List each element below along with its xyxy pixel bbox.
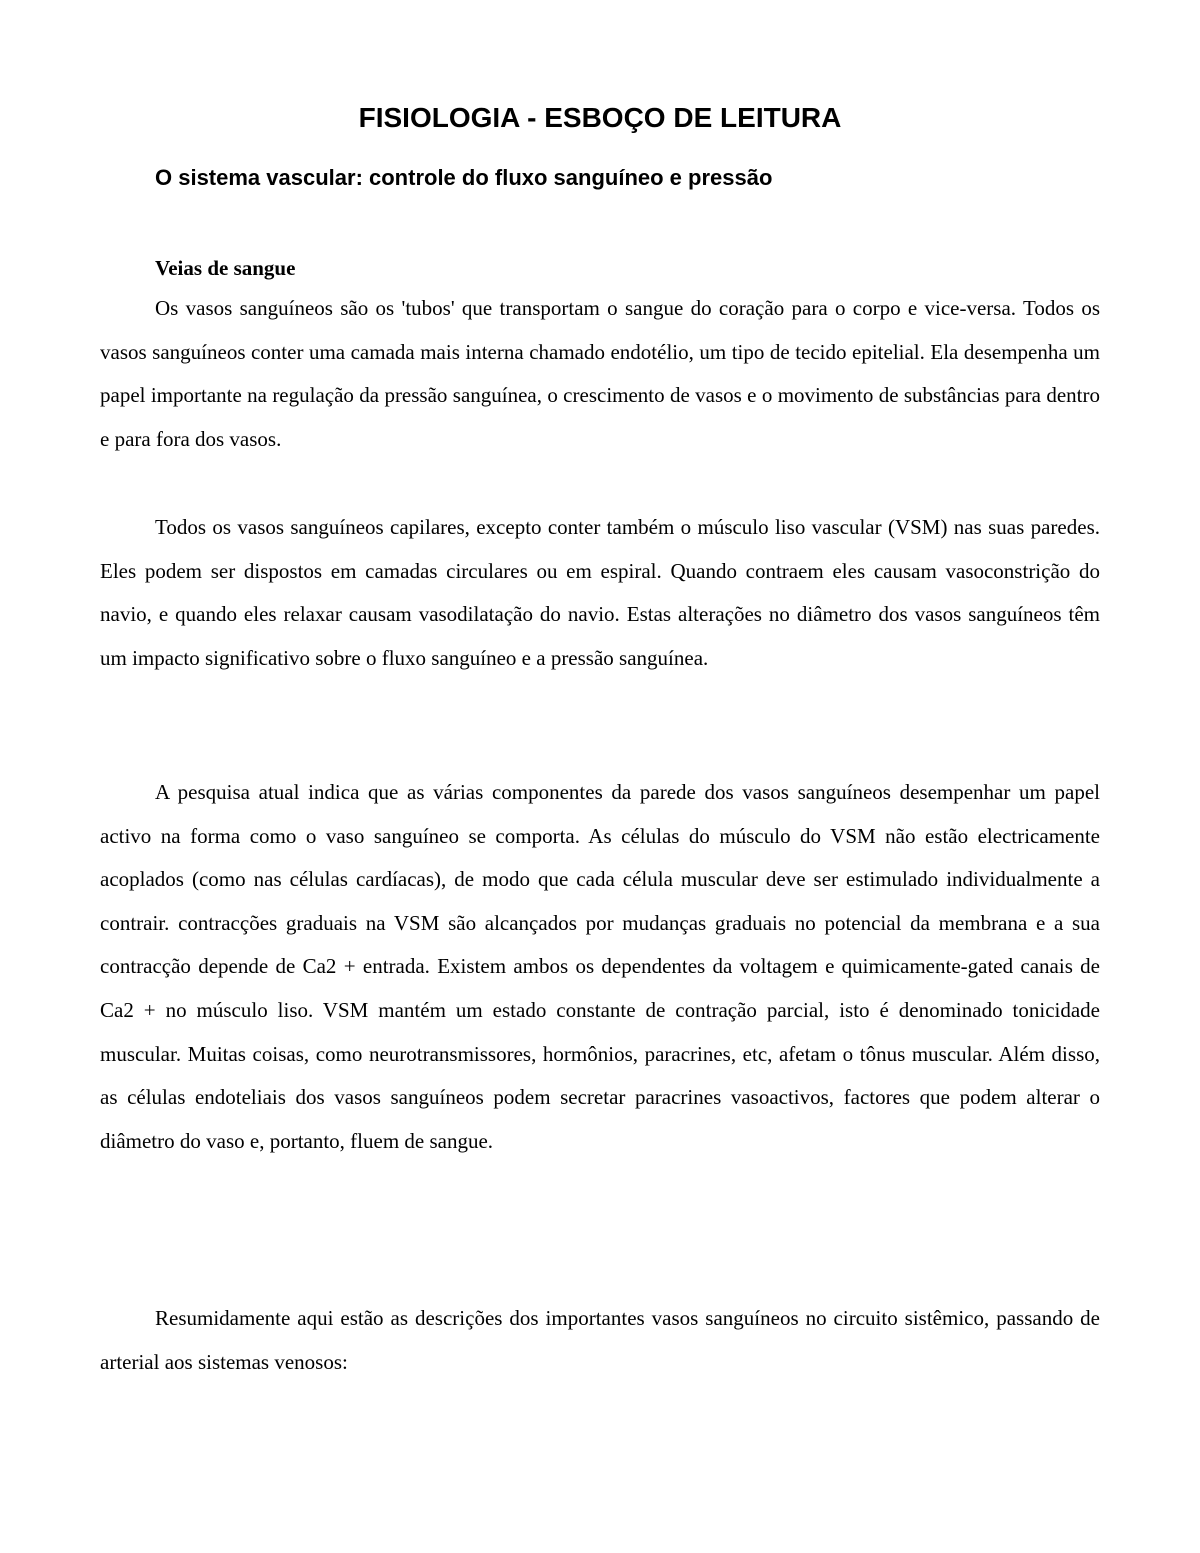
paragraph-2: Todos os vasos sanguíneos capilares, excepto conter também o músculo liso vascular (VSM) nas suas paredes. Eles podem ser dispostos em camadas circulares ou em espiral. Quando contraem eles causam vasoconstrição do navio, e quando eles relaxar causam vasodilatação do navio. Estas alterações no diâmetro dos vasos sanguíneos têm um impacto significativo sobre o fluxo sanguíneo e a pressão sanguínea.: [100, 515, 1100, 670]
document-subtitle: O sistema vascular: controle do fluxo sanguíneo e pressão: [155, 165, 773, 190]
paragraph-1: Os vasos sanguíneos são os 'tubos' que transportam o sangue do coração para o corpo e vice-versa. Todos os vasos sanguíneos conter uma camada mais interna chamado endotélio, um tipo de tecido epitelial. Ela desempenha um papel importante na regulação da pressão sanguínea, o crescimento de vasos e o movimento de substâncias para dentro e para fora dos vasos.: [100, 296, 1100, 451]
paragraph-3: A pesquisa atual indica que as várias componentes da parede dos vasos sanguíneos desempenhar um papel activo na forma como o vaso sanguíneo se comporta. As células do músculo do VSM não estão electricamente acoplados (como nas células cardíacas), de modo que cada célula muscular deve ser estimulado individualmente a contrair. contracções graduais na VSM são alcançados por mudanças graduais no potencial da membrana e a sua contracção depende de Ca2 + entrada. Existem ambos os dependentes da voltagem e quimicamente-gated canais de Ca2 + no músculo liso. VSM mantém um estado constante de contração parcial, isto é denominado tonicidade muscular. Muitas coisas, como neurotransmissores, hormônios, paracrines, etc, afetam o tônus muscular. Além disso, as células endoteliais dos vasos sanguíneos podem secretar paracrines vasoactivos, factores que podem alterar o diâmetro do vaso e, portanto, fluem de sangue.: [100, 780, 1100, 1153]
section-heading: Veias de sangue: [155, 256, 296, 280]
paragraph-4: Resumidamente aqui estão as descrições dos importantes vasos sanguíneos no circuito sistêmico, passando de arterial aos sistemas venosos:: [100, 1306, 1100, 1374]
document-title: FISIOLOGIA - ESBOÇO DE LEITURA: [358, 102, 842, 133]
